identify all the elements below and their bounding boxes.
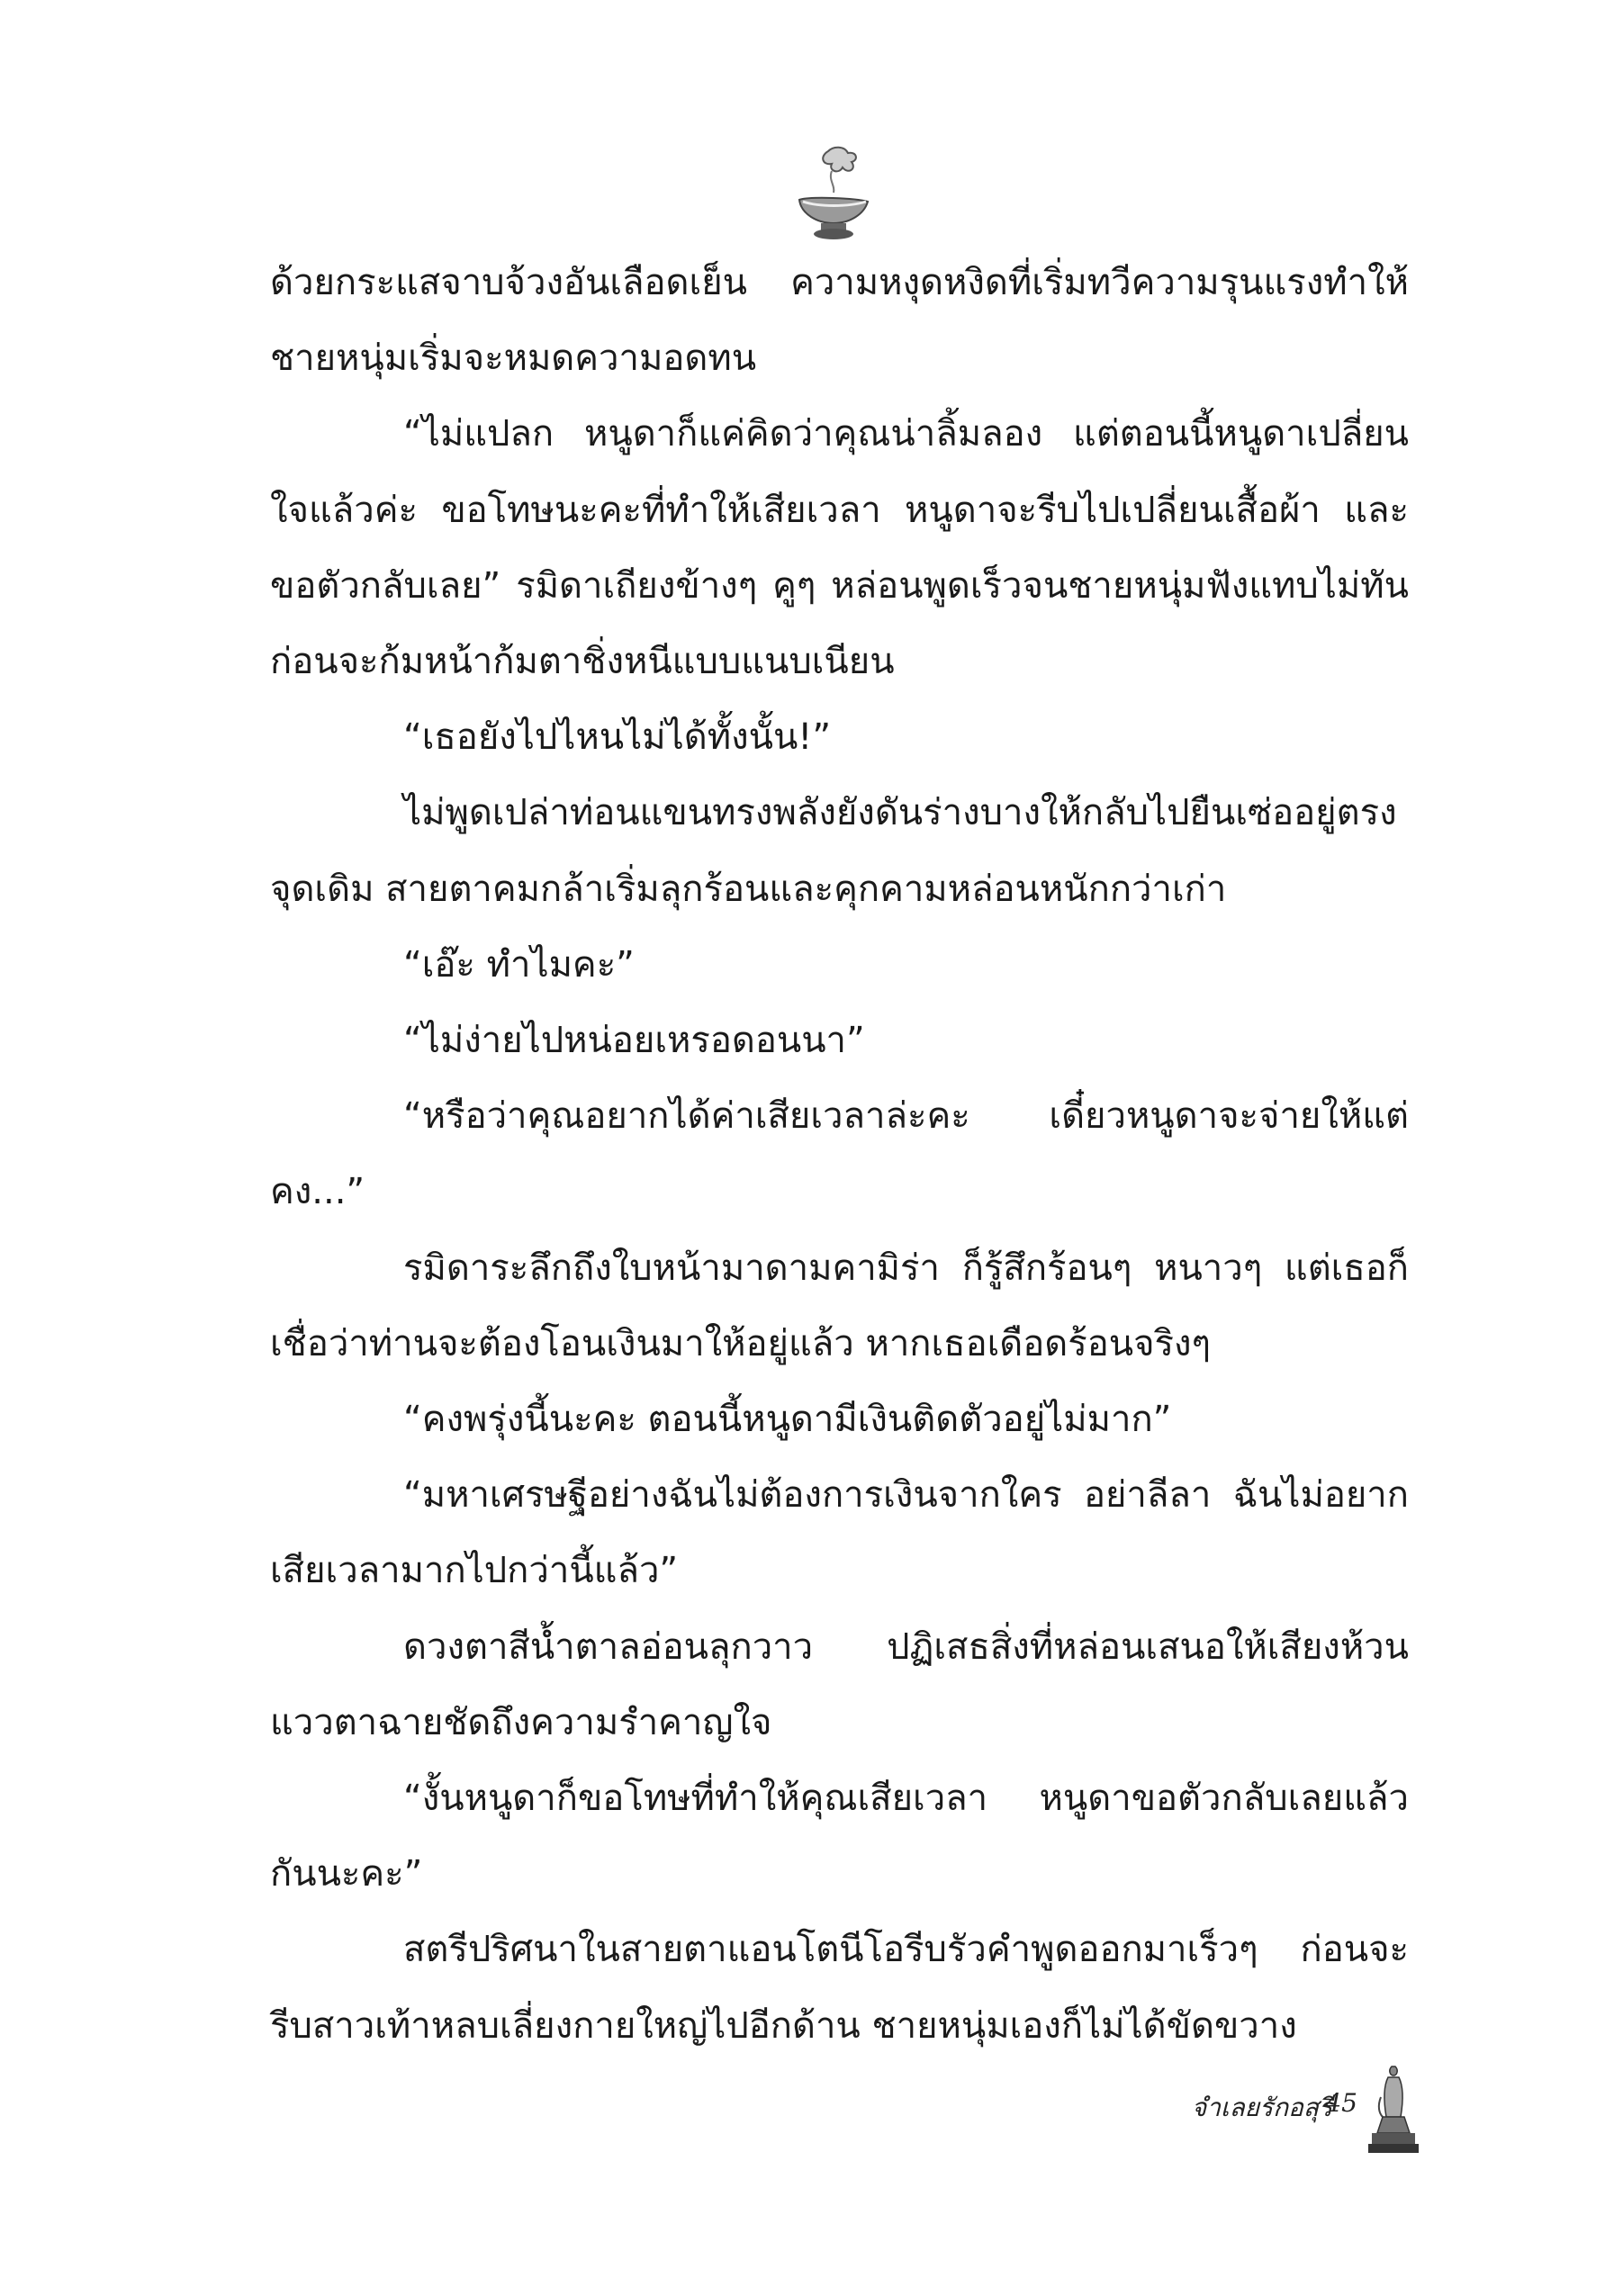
paragraph-1: ด้วยกระแสจาบจ้วงอันเลือดเย็น ความหงุดหงิดที่เริ่มทวีความรุนแรงทำให้ชายหนุ่มเริ่มจะหมดความอดทน	[270, 262, 1409, 380]
lamp-ornament-icon	[792, 144, 873, 243]
book-title: จำเลยรักอสุรี	[1191, 2093, 1332, 2122]
story-text	[270, 245, 1409, 2064]
paragraph-7: “หรือว่าคุณอยากได้ค่าเสียเวลาล่ะคะ เดี๋ยวหนูดาจะจ่ายให้แต่คง...”	[270, 1095, 1409, 1213]
paragraph-13: สตรีปริศนาในสายตาแอนโตนีโอรีบรัวคำพูดออกมาเร็วๆ ก่อนจะรีบสาวเท้าหลบเลี่ยงกายใหญ่ไปอีกด้าน ชายหนุ่มเองก็ไม่ได้ขัดขวาง	[270, 1929, 1409, 2047]
paragraph-4: ไม่พูดเปล่าท่อนแขนทรงพลังยังดันร่างบางให้กลับไปยืนเซ่ออยู่ตรงจุดเดิม สายตาคมกล้าเริ่มลุกร้อนและคุกคามหล่อนหนักกว่าเก่า	[270, 792, 1397, 910]
paragraph-2: “ไม่แปลก หนูดาก็แค่คิดว่าคุณน่าลิ้มลอง แต่ตอนนี้หนูดาเปลี่ยนใจแล้วค่ะ ขอโทษนะคะที่ทำให้เสียเวลา หนูดาจะรีบไปเปลี่ยนเสื้อผ้า และขอตัวกลับเลย” รมิดาเถียงข้างๆ คูๆ หล่อนพูดเร็วจนชายหนุ่มฟังแทบไม่ทัน ก่อนจะก้มหน้าก้มตาชิ่งหนีแบบแนบเนียน	[270, 413, 1409, 683]
paragraph-6: “ไม่ง่ายไปหน่อยเหรอดอนนา”	[403, 1020, 865, 1062]
paragraph-10: “มหาเศรษฐีอย่างฉันไม่ต้องการเงินจากใคร อย่าลีลา ฉันไม่อยากเสียเวลามากไปกว่านี้แล้ว”	[270, 1474, 1409, 1592]
paragraph-5: “เอ๊ะ ทำไมคะ”	[403, 943, 635, 986]
statue-ornament-icon	[1365, 2061, 1422, 2160]
page-footer	[1062, 2061, 1422, 2160]
paragraph-12: “งั้นหนูดาก็ขอโทษที่ทำให้คุณเสียเวลา หนูดาขอตัวกลับเลยแล้วกันนะคะ”	[270, 1778, 1409, 1895]
paragraph-11: ดวงตาสีน้ำตาลอ่อนลุกวาว ปฏิเสธสิ่งที่หล่อนเสนอให้เสียงห้วนแววตาฉายชัดถึงความรำคาญใจ	[270, 1625, 1409, 1743]
paragraph-9: “คงพรุ่งนี้นะคะ ตอนนี้หนูดามีเงินติดตัวอยู่ไม่มาก”	[403, 1399, 1172, 1441]
page-number: 45	[1325, 2088, 1357, 2118]
paragraph-8: รมิดาระลึกถึงใบหน้ามาดามคามิร่า ก็รู้สึกร้อนๆ หนาวๆ แต่เธอก็เชื่อว่าท่านจะต้องโอนเงินมาให้อยู่แล้ว หากเธอเดือดร้อนจริงๆ	[270, 1247, 1409, 1364]
paragraph-3: “เธอยังไปไหนไม่ได้ทั้งนั้น!”	[403, 716, 832, 759]
